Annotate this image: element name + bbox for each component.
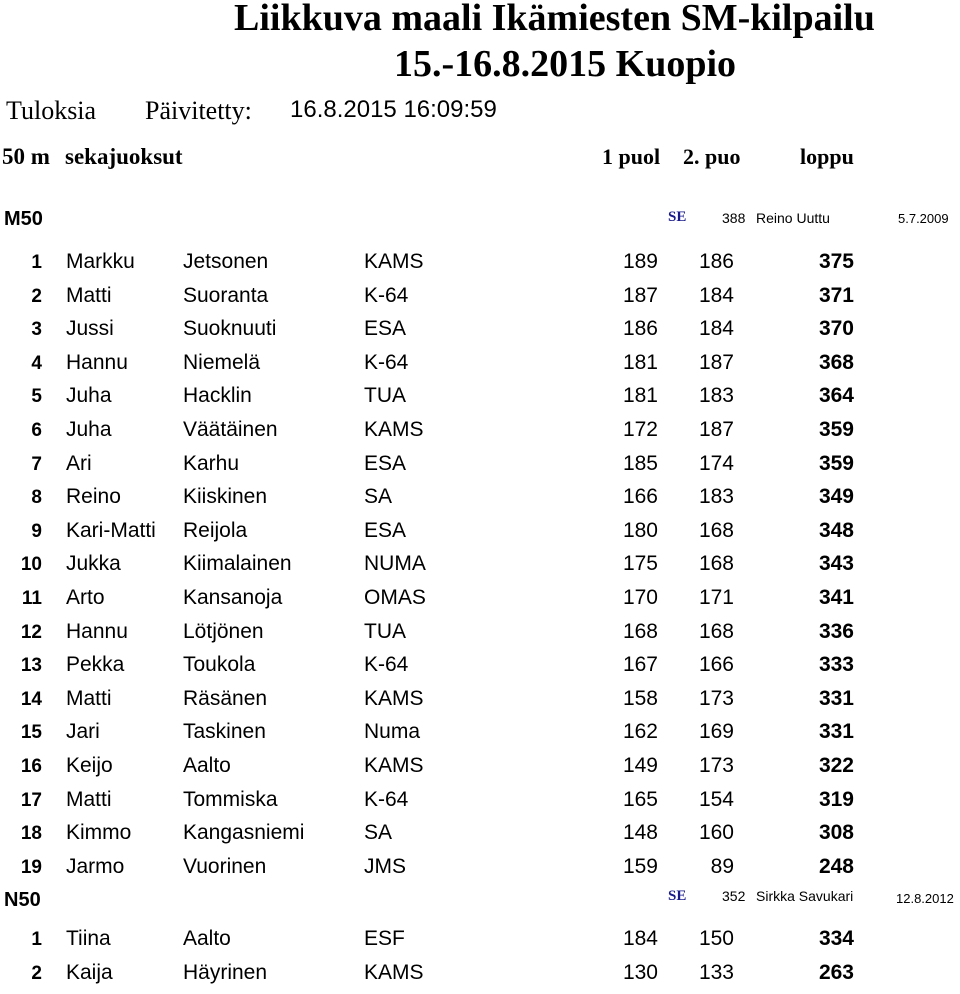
total-score: 263 (818, 960, 854, 984)
rank: 6 (31, 420, 42, 441)
last-name: Aalto (183, 754, 231, 777)
second-half-score: 184 (698, 317, 734, 341)
total-score: 331 (818, 720, 854, 744)
total-score: 348 (818, 518, 854, 542)
table-row (0, 653, 960, 686)
page-title-line-1: Liikkuva maali Ikämiesten SM-kilpailu (234, 0, 875, 39)
column-header-first-half: 1 puol (602, 144, 661, 169)
record-tag: SE (668, 209, 687, 225)
first-name: Hannu (66, 350, 128, 374)
total-score: 319 (818, 787, 854, 811)
table-row (0, 720, 960, 753)
rank: 9 (31, 520, 42, 542)
updated-timestamp: 16.8.2015 16:09:59 (290, 96, 497, 123)
rank: 2 (31, 962, 42, 984)
rank: 1 (31, 929, 42, 950)
first-half-score: 158 (622, 686, 658, 710)
last-name: Karhu (183, 451, 240, 475)
last-name: Suoranta (183, 283, 269, 307)
club: KAMS (364, 960, 424, 984)
second-half-score: 168 (698, 518, 734, 542)
rank: 5 (31, 386, 42, 408)
rank: 18 (20, 823, 42, 845)
total-score: 334 (818, 927, 854, 950)
first-name: Juha (66, 418, 112, 441)
first-half-score: 170 (622, 586, 658, 609)
second-half-score: 171 (698, 586, 734, 609)
total-score: 333 (818, 653, 854, 677)
first-name: Pekka (66, 653, 125, 677)
first-name: Reino (66, 485, 121, 509)
table-row (0, 284, 960, 317)
total-score: 248 (818, 854, 854, 878)
second-half-score: 174 (698, 451, 734, 475)
last-name: Kiiskinen (183, 485, 268, 509)
first-half-score: 172 (622, 418, 658, 441)
total-score: 331 (818, 686, 854, 710)
club: ESA (364, 518, 407, 542)
first-name: Matti (66, 283, 112, 307)
club: K-64 (364, 653, 409, 677)
club: KAMS (364, 418, 424, 441)
record-date: 5.7.2009 (898, 211, 949, 226)
last-name: Niemelä (183, 350, 261, 374)
rank: 19 (20, 856, 42, 878)
first-name: Jukka (66, 552, 121, 576)
rank: 14 (20, 688, 42, 710)
first-half-score: 181 (622, 350, 658, 374)
table-row (0, 519, 960, 552)
club: NUMA (364, 552, 426, 576)
last-name: Toukola (183, 653, 256, 677)
event-name: sekajuoksut (65, 144, 183, 169)
first-half-score: 148 (622, 821, 658, 845)
rank: 15 (20, 722, 42, 744)
event-distance: 50 m (2, 144, 50, 169)
first-name: Kimmo (66, 821, 132, 845)
last-name: Väätäinen (183, 418, 278, 441)
total-score: 359 (818, 418, 854, 441)
second-half-score: 160 (698, 821, 734, 845)
first-half-score: 162 (622, 720, 658, 744)
last-name: Reijola (183, 518, 248, 542)
club: KAMS (364, 686, 424, 710)
club: ESA (364, 317, 407, 341)
last-name: Kansanoja (183, 586, 283, 609)
table-row (0, 250, 960, 283)
club: TUA (364, 619, 406, 643)
first-half-score: 165 (622, 787, 658, 811)
table-row (0, 961, 960, 994)
first-half-score: 175 (622, 552, 658, 576)
first-name: Matti (66, 787, 112, 811)
club: K-64 (364, 283, 409, 307)
first-name: Keijo (66, 754, 113, 777)
rank: 12 (20, 621, 42, 643)
total-score: 322 (818, 754, 854, 777)
total-score: 341 (818, 586, 854, 609)
table-row (0, 485, 960, 518)
first-half-score: 187 (622, 283, 658, 307)
table-row (0, 586, 960, 619)
first-name: Ari (66, 451, 92, 475)
first-half-score: 130 (622, 960, 658, 984)
total-score: 370 (818, 317, 854, 341)
record-score: 388 (722, 210, 746, 226)
last-name: Häyrinen (183, 960, 268, 984)
last-name: Suoknuuti (183, 317, 277, 341)
club: KAMS (364, 754, 424, 777)
second-half-score: 183 (698, 384, 734, 408)
first-name: Jari (66, 720, 100, 744)
rank: 3 (31, 319, 42, 341)
table-row (0, 552, 960, 585)
class-label-n50: N50 (4, 889, 41, 911)
second-half-score: 89 (710, 854, 734, 878)
second-half-score: 168 (698, 552, 734, 576)
second-half-score: 183 (698, 485, 734, 509)
rank: 16 (20, 756, 42, 777)
record-tag: SE (668, 888, 687, 904)
last-name: Taskinen (183, 720, 266, 744)
second-half-score: 187 (698, 350, 734, 374)
second-half-score: 168 (698, 619, 734, 643)
last-name: Kiimalainen (183, 552, 292, 576)
club: ESA (364, 451, 407, 475)
last-name: Lötjönen (183, 619, 264, 643)
table-row (0, 317, 960, 350)
total-score: 359 (818, 451, 854, 475)
total-score: 336 (818, 619, 854, 643)
total-score: 349 (818, 485, 854, 509)
total-score: 371 (818, 283, 854, 307)
total-score: 375 (818, 250, 854, 273)
last-name: Räsänen (183, 686, 268, 710)
table-row (0, 821, 960, 854)
total-score: 308 (818, 821, 854, 845)
total-score: 364 (818, 384, 854, 408)
first-name: Tiina (66, 927, 111, 950)
first-half-score: 184 (622, 927, 658, 950)
first-name: Markku (66, 250, 135, 273)
first-name: Matti (66, 686, 112, 710)
class-label-m50: M50 (4, 208, 43, 230)
total-score: 368 (818, 350, 854, 374)
last-name: Jetsonen (183, 250, 269, 273)
table-row (0, 927, 960, 960)
rank: 4 (31, 352, 42, 374)
second-half-score: 169 (698, 720, 734, 744)
last-name: Kangasniemi (183, 821, 305, 845)
table-row (0, 452, 960, 485)
last-name: Aalto (183, 927, 231, 950)
record-date: 12.8.2012 (896, 891, 954, 906)
club: TUA (364, 384, 406, 408)
total-score: 343 (818, 552, 854, 576)
record-holder: Sirkka Savukari (756, 888, 854, 904)
first-half-score: 159 (622, 854, 658, 878)
first-name: Kari-Matti (66, 518, 156, 542)
table-row (0, 754, 960, 787)
rank: 1 (31, 252, 42, 273)
club: K-64 (364, 787, 409, 811)
second-half-score: 173 (698, 686, 734, 710)
first-name: Hannu (66, 619, 128, 643)
updated-label: Päivitetty: (145, 96, 252, 125)
page-title-line-2: 15.-16.8.2015 Kuopio (394, 43, 737, 85)
first-name: Kaija (66, 960, 113, 984)
rank: 13 (20, 655, 42, 677)
first-half-score: 186 (622, 317, 658, 341)
table-row (0, 855, 960, 888)
rank: 7 (31, 453, 42, 475)
first-name: Jussi (66, 317, 114, 341)
column-header-second-half: 2. puo (683, 144, 741, 169)
club: JMS (364, 854, 406, 878)
first-name: Juha (66, 384, 112, 408)
record-score: 352 (722, 888, 746, 904)
rank: 8 (31, 487, 42, 509)
first-half-score: 189 (622, 250, 658, 273)
club: SA (364, 821, 393, 845)
first-half-score: 181 (622, 384, 658, 408)
second-half-score: 186 (698, 250, 734, 273)
table-row (0, 788, 960, 821)
club: ESF (364, 927, 405, 950)
last-name: Vuorinen (183, 854, 267, 878)
first-half-score: 166 (622, 485, 658, 509)
table-row (0, 384, 960, 417)
record-holder: Reino Uuttu (756, 210, 830, 226)
table-row (0, 351, 960, 384)
first-name: Jarmo (66, 854, 125, 878)
table-row (0, 418, 960, 451)
column-header-total: loppu (800, 144, 854, 169)
last-name: Hacklin (183, 384, 252, 408)
club: Numa (364, 720, 421, 744)
second-half-score: 133 (698, 960, 734, 984)
second-half-score: 150 (698, 927, 734, 950)
club: K-64 (364, 350, 409, 374)
rank: 17 (20, 789, 42, 811)
rank: 11 (21, 588, 42, 609)
rank: 2 (31, 285, 42, 307)
second-half-score: 154 (698, 787, 734, 811)
first-half-score: 167 (622, 653, 658, 677)
first-half-score: 180 (622, 518, 658, 542)
club: KAMS (364, 250, 424, 273)
club: OMAS (364, 586, 426, 609)
table-row (0, 620, 960, 653)
first-half-score: 168 (622, 619, 658, 643)
rank: 10 (20, 554, 42, 576)
first-half-score: 185 (622, 451, 658, 475)
second-half-score: 184 (698, 283, 734, 307)
first-name: Arto (66, 586, 105, 609)
second-half-score: 166 (698, 653, 734, 677)
results-label: Tuloksia (6, 96, 97, 125)
last-name: Tommiska (183, 787, 278, 811)
table-row (0, 687, 960, 720)
club: SA (364, 485, 393, 509)
second-half-score: 173 (698, 754, 734, 777)
first-half-score: 149 (622, 754, 658, 777)
second-half-score: 187 (698, 418, 734, 441)
